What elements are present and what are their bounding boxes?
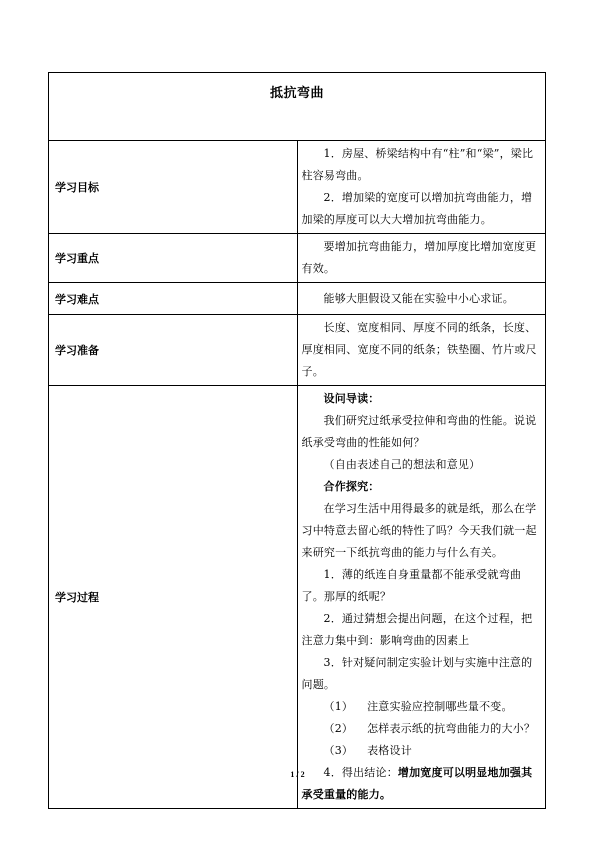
- page-title: 抵抗弯曲: [269, 86, 324, 101]
- step-line: 2．通过猜想会提出问题，在这个过程，把注意力集中到：影响弯曲的因素上: [301, 612, 533, 647]
- content-key-points: [297, 234, 546, 283]
- label-key-points: 学习重点: [49, 234, 298, 283]
- lesson-plan-table: [48, 72, 546, 809]
- sub-item-number: （2）: [323, 722, 354, 735]
- conclusion-text: 增加宽度可以明显地加强其承受重量的能力。: [301, 766, 533, 801]
- content-objectives: [297, 141, 546, 234]
- content-process: [297, 386, 546, 809]
- difficulty-line: 能够大胆假设又能在实验中小心求证。: [323, 291, 514, 305]
- objective-line: 2．增加梁的宽度可以增加抗弯曲能力，增加梁的厚度可以大大增加抗弯曲能力。: [301, 191, 533, 226]
- section-title-explore: 合作探究：: [323, 480, 380, 493]
- step-line: 1．薄的纸连自身重量都不能承受就弯曲了。那厚的纸呢？: [301, 568, 522, 603]
- step-line: 3．针对疑问制定实验计划与实施中注意的问题。: [301, 656, 533, 691]
- key-point-line: 要增加抗弯曲能力，增加厚度比增加宽度更有效。: [301, 240, 537, 275]
- row-objectives: [49, 141, 546, 234]
- sub-item-text: 表格设计: [367, 744, 412, 757]
- conclusion-prefix: 4．得出结论：: [323, 766, 398, 779]
- content-difficulties: [297, 283, 546, 315]
- explore-intro: 在学习生活中用得最多的就是纸，那么在学习中特意去留心纸的特性了吗？今天我们就一起来研究一下纸抗弯曲的能力与什么有关。: [301, 502, 537, 559]
- sub-item-number: （1）: [323, 700, 354, 713]
- page-number: 1 / 2: [290, 770, 305, 779]
- section-title-guide: 设问导读：: [323, 392, 380, 405]
- sub-item: [302, 718, 540, 740]
- sub-item-text: 注意实验应控制哪些量不变。: [367, 700, 513, 713]
- row-key-points: [49, 234, 546, 283]
- label-difficulties: 学习难点: [49, 283, 298, 315]
- label-preparation: 学习准备: [49, 315, 298, 386]
- preparation-line: 长度、宽度相同、厚度不同的纸条，长度、厚度相同、宽度不同的纸条；铁垫圈、竹片或尺子。: [301, 321, 537, 378]
- conclusion-line: [302, 762, 540, 806]
- sub-item: [302, 740, 540, 762]
- sub-item-number: （3）: [323, 744, 354, 757]
- row-preparation: [49, 315, 546, 386]
- content-preparation: [297, 315, 546, 386]
- guide-line: （自由表述自己的想法和意见）: [323, 458, 481, 471]
- title-row: [49, 73, 546, 141]
- label-process: 学习过程: [49, 386, 298, 809]
- guide-line: 我们研究过纸承受拉伸和弯曲的性能。说说纸承受弯曲的性能如何？: [301, 414, 537, 449]
- sub-item-text: 怎样表示纸的抗弯曲能力的大小？: [367, 722, 536, 735]
- row-process: [49, 386, 546, 809]
- label-objectives: 学习目标: [49, 141, 298, 234]
- sub-item: [302, 696, 540, 718]
- row-difficulties: [49, 283, 546, 315]
- objective-line: 1．房屋、桥梁结构中有“柱”和“梁”，梁比柱容易弯曲。: [301, 147, 534, 182]
- title-cell: [49, 73, 546, 141]
